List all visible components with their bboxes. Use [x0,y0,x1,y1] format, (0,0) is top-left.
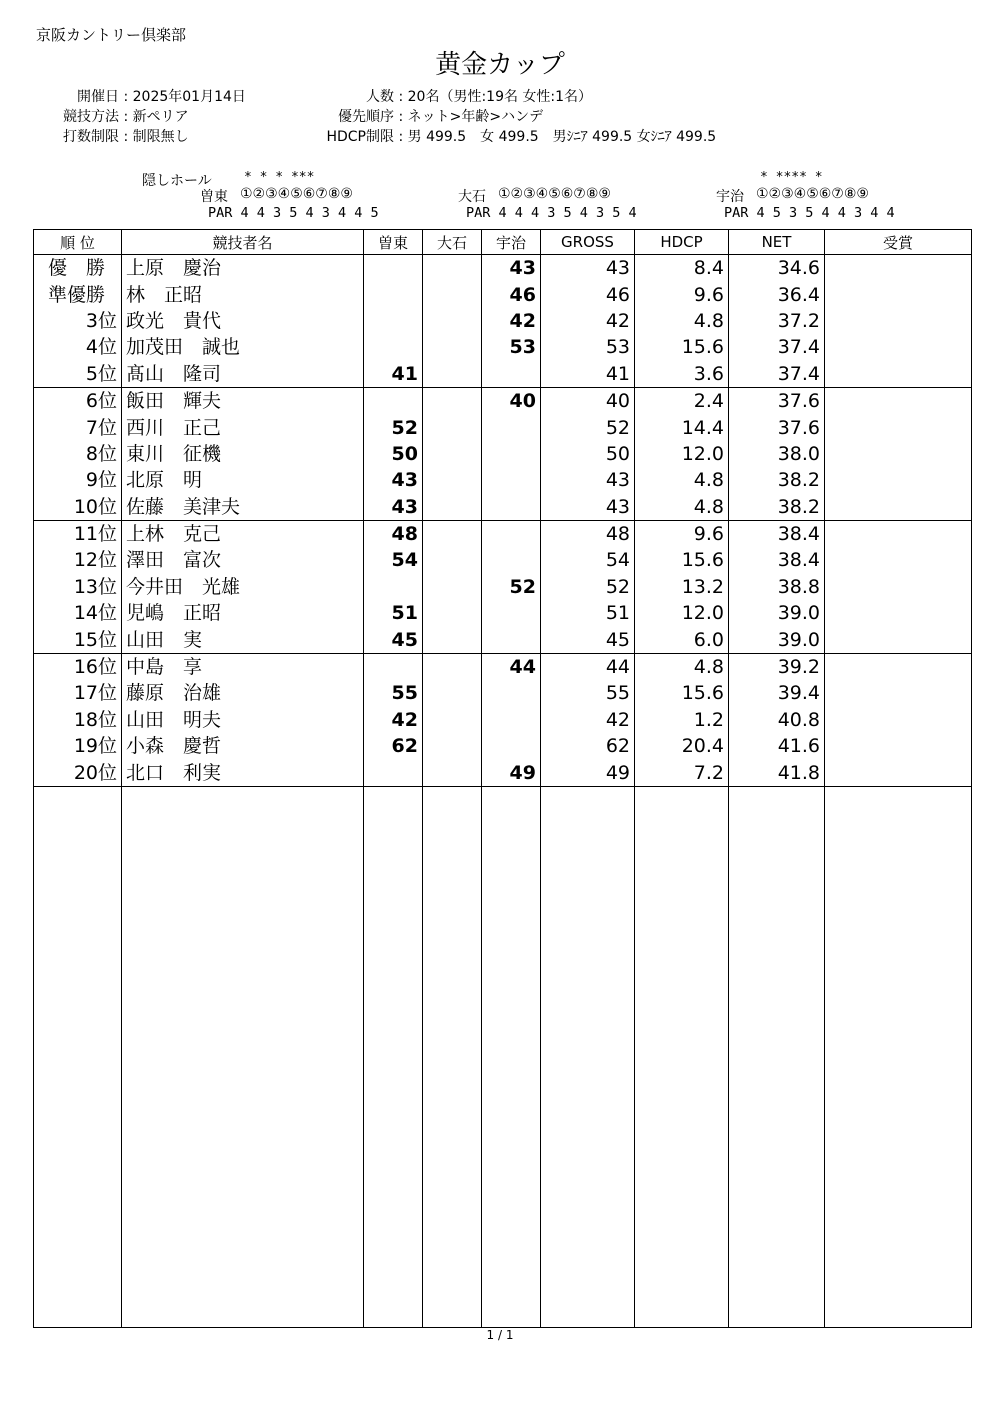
cell-ooishi [423,626,482,653]
cell-rank: 8位 [34,441,122,467]
table-row [34,520,972,547]
cell-name: 佐藤 美津夫 [122,494,364,521]
cell-gross: 46 [541,281,635,307]
cell-ooishi [423,653,482,680]
cell-award [825,733,972,759]
cell-sotou: 43 [364,494,423,521]
cell-rank: 17位 [34,680,122,706]
cell-ooishi [423,759,482,786]
cell-rank: 3位 [34,308,122,334]
course-3-par: PAR 4 5 3 5 4 4 3 4 4 [724,205,895,221]
cell-gross: 41 [541,361,635,388]
cell-award [825,441,972,467]
table-row [34,759,972,786]
cell-ooishi [423,441,482,467]
cell-hdcp: 12.0 [635,441,729,467]
cell-net: 41.8 [729,759,825,786]
cell-gross: 44 [541,653,635,680]
cell-rank: 6位 [34,387,122,414]
cell-rank: 14位 [34,600,122,626]
cell-hdcp: 3.6 [635,361,729,388]
info-priority-label: 優先順序 : ネット>年齢>ハンデ [338,109,544,125]
page-number: 1 / 1 [486,1328,514,1342]
cell-name: 中島 享 [122,653,364,680]
cell-net: 39.4 [729,680,825,706]
cell-award [825,574,972,600]
cell-gross: 43 [541,494,635,521]
cell-net: 39.2 [729,653,825,680]
cell-hdcp: 12.0 [635,600,729,626]
cell-hdcp: 20.4 [635,733,729,759]
results-table [33,229,972,1328]
cell-award [825,680,972,706]
cell-hdcp: 15.6 [635,547,729,573]
cell-gross: 52 [541,574,635,600]
table-row [34,281,972,307]
cell-name: 北原 明 [122,467,364,493]
cell-ooishi [423,494,482,521]
cell-net: 37.4 [729,334,825,360]
cell-ooishi [423,520,482,547]
table-row [34,361,972,388]
cell-gross: 42 [541,707,635,733]
cell-award [825,255,972,282]
cell-ooishi [423,707,482,733]
cell-net: 37.6 [729,387,825,414]
course-2-name: 大石 [458,189,486,205]
cell-sotou [364,574,423,600]
cell-sotou [364,255,423,282]
info-date-label: 開催日 : 2025年01月14日 [77,89,246,105]
table-row [34,653,972,680]
cell-rank: 15位 [34,626,122,653]
cell-uji: 49 [482,759,541,786]
cell-sotou: 54 [364,547,423,573]
cell-hdcp: 2.4 [635,387,729,414]
course-1-par: PAR 4 4 3 5 4 3 4 4 5 [208,205,379,221]
header-net: NET [729,230,825,255]
cell-net: 39.0 [729,600,825,626]
info-limit-label: 打数制限 : 制限無し [63,129,189,145]
cell-uji [482,707,541,733]
cell-award [825,308,972,334]
cell-uji [482,626,541,653]
course-2-holes: ①②③④⑤⑥⑦⑧⑨ [498,186,611,202]
cell-rank: 優 勝 [34,255,122,282]
cell-net: 34.6 [729,255,825,282]
header-gross: GROSS [541,230,635,255]
cell-gross: 51 [541,600,635,626]
info-priority: ネット>年齢>ハンデ [407,109,544,125]
cell-uji [482,733,541,759]
table-row [34,626,972,653]
table-row [34,733,972,759]
cell-name: 上林 克己 [122,520,364,547]
cell-rank: 5位 [34,361,122,388]
table-row [34,600,972,626]
cell-hdcp: 7.2 [635,759,729,786]
cell-award [825,494,972,521]
info-method-label: 競技方法 : 新ペリア [63,109,189,125]
cell-name: 飯田 輝夫 [122,387,364,414]
cell-uji: 43 [482,255,541,282]
cell-ooishi [423,281,482,307]
cell-gross: 49 [541,759,635,786]
cell-sotou: 45 [364,626,423,653]
cell-sotou: 52 [364,414,423,440]
cell-award [825,334,972,360]
table-row [34,494,972,521]
cell-hdcp: 14.4 [635,414,729,440]
cell-ooishi [423,334,482,360]
cell-name: 今井田 光雄 [122,574,364,600]
cell-sotou [364,653,423,680]
cell-net: 38.8 [729,574,825,600]
header-award: 受賞 [825,230,972,255]
cell-name: 政光 貴代 [122,308,364,334]
cell-name: 児嶋 正昭 [122,600,364,626]
cell-gross: 55 [541,680,635,706]
cell-hdcp: 1.2 [635,707,729,733]
club-name: 京阪カントリー倶楽部 [36,26,187,44]
header-uji: 宇治 [482,230,541,255]
cell-name: 東川 征機 [122,441,364,467]
header-sotou: 曽東 [364,230,423,255]
info-count: 20名（男性:19名 女性:1名） [407,89,593,105]
cell-rank: 10位 [34,494,122,521]
cell-sotou: 42 [364,707,423,733]
cell-gross: 40 [541,387,635,414]
cell-sotou: 62 [364,733,423,759]
cell-hdcp: 13.2 [635,574,729,600]
cell-name: 上原 慶治 [122,255,364,282]
info-hdcp-label: HDCP制限 : 男 499.5 女 499.5 男ｼﾆｱ 499.5 女ｼﾆｱ 499.5 [326,129,717,145]
cell-ooishi [423,600,482,626]
cell-uji [482,467,541,493]
cell-rank: 13位 [34,574,122,600]
cell-rank: 4位 [34,334,122,360]
cell-uji: 52 [482,574,541,600]
cell-gross: 50 [541,441,635,467]
header-rank: 順 位 [34,230,122,255]
cell-net: 38.2 [729,467,825,493]
table-row [34,547,972,573]
cell-rank: 準優勝 [34,281,122,307]
cell-sotou [364,387,423,414]
cell-sotou: 50 [364,441,423,467]
cell-net: 38.4 [729,547,825,573]
table-row [34,574,972,600]
cell-uji: 40 [482,387,541,414]
cell-award [825,600,972,626]
cell-net: 37.4 [729,361,825,388]
cell-hdcp: 4.8 [635,308,729,334]
cell-sotou [364,334,423,360]
info-method: 新ペリア [132,109,189,125]
cell-net: 36.4 [729,281,825,307]
cell-uji [482,441,541,467]
cell-ooishi [423,733,482,759]
course-3-name: 宇治 [716,189,744,205]
cell-hdcp: 15.6 [635,680,729,706]
cell-gross: 42 [541,308,635,334]
cell-uji [482,361,541,388]
table-header [34,230,972,255]
course-1-name: 曽東 [200,189,228,205]
cell-award [825,361,972,388]
cell-gross: 52 [541,414,635,440]
info-limit: 制限無し [132,129,189,145]
info-date: 2025年01月14日 [132,89,246,105]
cell-rank: 16位 [34,653,122,680]
cell-hdcp: 8.4 [635,255,729,282]
empty-rows [34,786,972,1327]
cell-ooishi [423,387,482,414]
cell-sotou: 43 [364,467,423,493]
cell-uji [482,494,541,521]
cell-ooishi [423,361,482,388]
cell-award [825,281,972,307]
cell-net: 37.6 [729,414,825,440]
cell-award [825,547,972,573]
table-row [34,255,972,282]
cell-net: 41.6 [729,733,825,759]
cell-sotou: 51 [364,600,423,626]
cell-uji: 53 [482,334,541,360]
cell-sotou: 41 [364,361,423,388]
cell-name: 西川 正己 [122,414,364,440]
cell-ooishi [423,547,482,573]
cell-uji [482,600,541,626]
cell-ooishi [423,255,482,282]
cell-net: 38.0 [729,441,825,467]
cell-award [825,707,972,733]
cell-name: 小森 慶哲 [122,733,364,759]
cell-name: 北口 利実 [122,759,364,786]
cell-award [825,653,972,680]
table-row [34,387,972,414]
cell-name: 髙山 隆司 [122,361,364,388]
cell-award [825,467,972,493]
cell-gross: 54 [541,547,635,573]
cell-net: 38.2 [729,494,825,521]
cell-gross: 48 [541,520,635,547]
cell-gross: 53 [541,334,635,360]
table-row [34,441,972,467]
info-count-label: 人数 : 20名（男性:19名 女性:1名） [366,89,593,105]
table-row [34,680,972,706]
cell-rank: 20位 [34,759,122,786]
table-row [34,414,972,440]
cell-name: 加茂田 誠也 [122,334,364,360]
cell-award [825,387,972,414]
header-hdcp: HDCP [635,230,729,255]
cell-ooishi [423,574,482,600]
cell-name: 澤田 富次 [122,547,364,573]
cell-sotou: 48 [364,520,423,547]
cell-uji: 42 [482,308,541,334]
table-row [34,308,972,334]
table-row [34,334,972,360]
course-3-holes: ①②③④⑤⑥⑦⑧⑨ [756,186,869,202]
header-name: 競技者名 [122,230,364,255]
cell-gross: 45 [541,626,635,653]
cell-name: 山田 明夫 [122,707,364,733]
cell-uji: 44 [482,653,541,680]
cell-uji: 46 [482,281,541,307]
cell-net: 38.4 [729,520,825,547]
cell-name: 林 正昭 [122,281,364,307]
cell-rank: 11位 [34,520,122,547]
cell-ooishi [423,467,482,493]
cell-gross: 62 [541,733,635,759]
cell-award [825,759,972,786]
cell-rank: 18位 [34,707,122,733]
page-title: 黄金カップ [435,50,565,80]
cell-gross: 43 [541,255,635,282]
cell-net: 39.0 [729,626,825,653]
info-hdcp: 男 499.5 女 499.5 男ｼﾆｱ 499.5 女ｼﾆｱ 499.5 [407,129,717,145]
cell-gross: 43 [541,467,635,493]
cell-ooishi [423,680,482,706]
table-row [34,467,972,493]
cell-net: 37.2 [729,308,825,334]
cell-name: 藤原 治雄 [122,680,364,706]
cell-uji [482,414,541,440]
course-3-stars: * **** * [760,170,823,185]
cell-hdcp: 4.8 [635,467,729,493]
cell-rank: 19位 [34,733,122,759]
cell-sotou: 55 [364,680,423,706]
cell-rank: 9位 [34,467,122,493]
cell-rank: 7位 [34,414,122,440]
cell-ooishi [423,414,482,440]
table-row [34,707,972,733]
hidden-hole-label: 隠しホール [142,173,212,189]
cell-hdcp: 4.8 [635,494,729,521]
course-1-stars: * * * *** [244,170,315,185]
cell-sotou [364,308,423,334]
header-ooishi: 大石 [423,230,482,255]
cell-sotou [364,759,423,786]
cell-hdcp: 9.6 [635,281,729,307]
cell-hdcp: 4.8 [635,653,729,680]
cell-uji [482,680,541,706]
cell-rank: 12位 [34,547,122,573]
cell-uji [482,547,541,573]
cell-hdcp: 9.6 [635,520,729,547]
cell-ooishi [423,308,482,334]
cell-award [825,626,972,653]
cell-uji [482,520,541,547]
course-1-holes: ①②③④⑤⑥⑦⑧⑨ [240,186,353,202]
cell-award [825,520,972,547]
cell-name: 山田 実 [122,626,364,653]
cell-award [825,414,972,440]
cell-net: 40.8 [729,707,825,733]
cell-hdcp: 15.6 [635,334,729,360]
course-2-par: PAR 4 4 4 3 5 4 3 5 4 [466,205,637,221]
cell-hdcp: 6.0 [635,626,729,653]
cell-sotou [364,281,423,307]
